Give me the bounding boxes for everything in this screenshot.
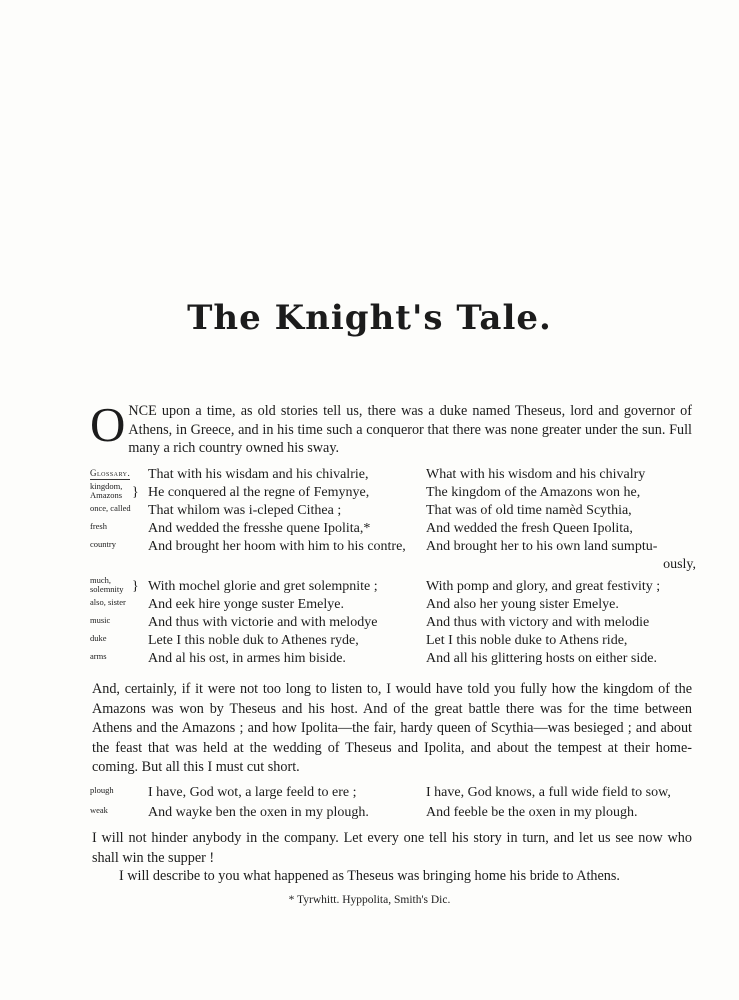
middle-english-line: With mochel glorie and gret solempnite ; <box>148 579 378 594</box>
verse-row <box>90 804 700 822</box>
middle-english-line: And brought her hoom with him to his contre, <box>148 539 406 554</box>
modern-english-line: And thus with victory and with melodie <box>426 615 650 630</box>
verse-row <box>90 650 700 668</box>
modern-english-line: And also her young sister Emelye. <box>426 597 619 612</box>
modern-english-line: And feeble be the oxen in my plough. <box>426 805 638 820</box>
gloss-note: fresh <box>90 521 107 531</box>
verse-row <box>90 538 700 574</box>
modern-english-line: And all his glittering hosts on either side. <box>426 651 657 666</box>
gloss-note: also, sister <box>90 597 126 607</box>
verse-block-1 <box>90 466 700 668</box>
gloss-note: much, solemnity <box>90 575 124 594</box>
verse-row <box>90 520 700 538</box>
gloss-brace: } <box>132 579 139 594</box>
gloss-note: arms <box>90 651 107 661</box>
middle-english-line: Lete I this noble duk to Athenes ryde, <box>148 633 359 648</box>
middle-english-line: And wayke ben the oxen in my plough. <box>148 805 369 820</box>
gloss-note: plough <box>90 785 114 795</box>
verse-row <box>90 502 700 520</box>
gloss-brace: } <box>132 485 139 500</box>
chapter-title: The Knight's Tale. <box>187 298 552 338</box>
gloss-note: kingdom, Amazons <box>90 481 123 500</box>
middle-english-line: And eek hire yonge suster Emelye. <box>148 597 344 612</box>
middle-english-line: I have, God wot, a large feeld to ere ; <box>148 785 357 800</box>
gloss-note: country <box>90 539 116 549</box>
gloss-note: weak <box>90 805 108 815</box>
gloss-note: duke <box>90 633 107 643</box>
modern-english-line: I have, God knows, a full wide field to sow, <box>426 785 671 800</box>
glossary-header: Glossary. <box>90 468 131 478</box>
verse-row <box>90 784 700 804</box>
modern-english-line: With pomp and glory, and great festivity ; <box>426 579 661 594</box>
modern-english-line: That was of old time namèd Scythia, <box>426 503 632 518</box>
footnote: * Tyrwhitt. Hyppolita, Smith's Dic. <box>288 894 451 906</box>
modern-english-line: What with his wisdom and his chivalry <box>426 467 646 482</box>
gloss-note: once, called <box>90 503 131 513</box>
modern-english-continuation: ously, <box>663 557 696 572</box>
intro-text: NCE upon a time, as old stories tell us, there was a duke named Theseus, lord and governor of Athens, in Greece, and in his time such a conqueror that there was none greater under the sun. Full many a rich country owned his sway. <box>128 403 692 456</box>
middle-english-line: And wedded the fresshe quene Ipolita,* <box>148 521 371 536</box>
verse-block-2 <box>90 784 700 822</box>
verse-row <box>90 575 700 596</box>
body-paragraph: I will describe to you what happened as Theseus was bringing home his bride to Athens. <box>119 868 620 884</box>
body-paragraph: I will not hinder anybody in the company. Let every one tell his story in turn, and let us see now who shall win the supper ! <box>92 830 692 866</box>
modern-english-line: And wedded the fresh Queen Ipolita, <box>426 521 633 536</box>
intro-paragraph <box>90 397 692 458</box>
modern-english-line: The kingdom of the Amazons won he, <box>426 485 641 500</box>
middle-english-line: He conquered al the regne of Femynye, <box>148 485 370 500</box>
middle-english-line: That with his wisdam and his chivalrie, <box>148 467 369 482</box>
modern-english-line: Let I this noble duke to Athens ride, <box>426 633 628 648</box>
modern-english-line: And brought her to his own land sumptu- <box>426 539 658 554</box>
verse-row <box>90 481 700 502</box>
middle-english-line: That whilom was i-cleped Cithea ; <box>148 503 342 518</box>
verse-row <box>90 596 700 614</box>
verse-row <box>90 614 700 632</box>
verse-row <box>90 466 700 484</box>
drop-cap: O <box>90 397 126 452</box>
gloss-note: music <box>90 615 111 625</box>
middle-english-line: And al his ost, in armes him biside. <box>148 651 346 666</box>
verse-row <box>90 632 700 650</box>
middle-english-line: And thus with victorie and with melodye <box>148 615 378 630</box>
body-paragraph: And, certainly, if it were not too long to listen to, I would have told you fully how the kingdom of the Amazons was won by Theseus and his host. And of the great battle there was for the time between Athens and the Amazons ; and how Ipolita—the fair, hardy queen of Scythia—was besieged ; and about the feast that was held at the wedding of Theseus and Ipolita, and about the tempest at their home-coming. But all this I must cut short. <box>92 681 692 776</box>
